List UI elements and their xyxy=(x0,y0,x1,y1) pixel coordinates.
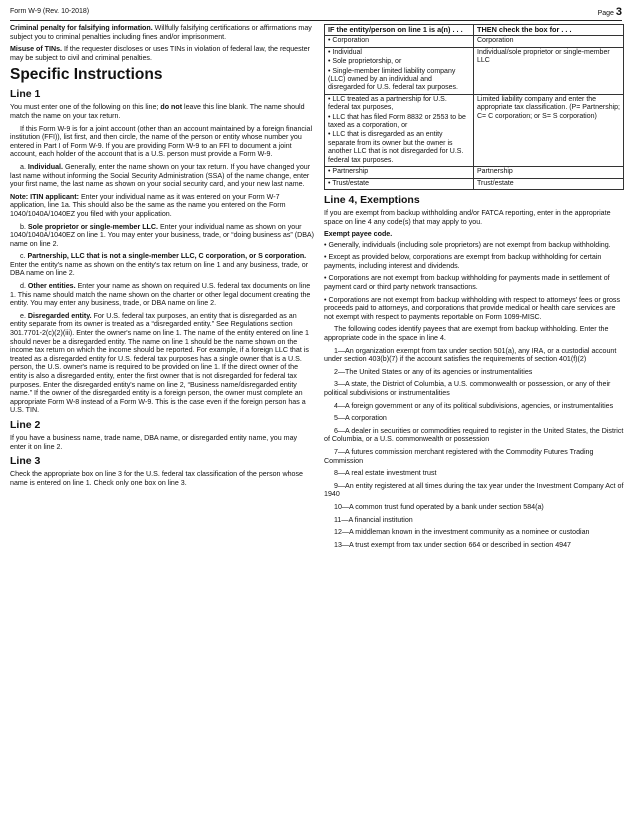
joint-account-paragraph: If this Form W-9 is for a joint account (other than an account maintained by a foreign financial institution (FFI)), list first, and then circle, the name of the person or entity whose number you entered in Part I of Form W-9. If you are providing Form W-9 to an FFI to document a joint account, each holder of the account that is a U.S. person must provide a Form W-9. xyxy=(10,124,313,159)
code-item: 7—A futures commission merchant registered with the Commodity Futures Trading Commission xyxy=(324,447,594,465)
table-row xyxy=(325,94,624,166)
code-item: 4—A foreign government or any of its political subdivisions, agencies, or instrumentalities xyxy=(334,401,614,410)
table-cell: • LLC treated as a partnership for U.S. federal tax purposes, xyxy=(328,96,470,113)
code-item: 13—A trust exempt from tax under section 664 or described in section 4947 xyxy=(334,540,571,549)
individual-paragraph: a. Individual. Generally, enter the name shown on your tax return. If you have changed your last name without informing the Social Security Administration (SSA) of the name change, enter your first name, the last name as shown on your social security card, and your new last name. xyxy=(10,162,311,189)
line4-paragraph: If you are exempt from backup withholding and/or FATCA reporting, enter in the appropriate space on line 4 any code(s) that may apply to you. xyxy=(324,208,611,226)
code-item: 8—A real estate investment trust xyxy=(334,469,437,478)
itin-note-paragraph: Note: ITIN applicant: Enter your individual name as it was entered on your Form W-7 application, line 1a. This should also be the same as the name you entered on the Form 1040/1040A/1040EZ you filed with your application. xyxy=(10,192,286,218)
code-item: 9—An entity registered at all times during the tax year under the Investment Company Act of 1940 xyxy=(324,481,624,499)
code-item: 12—A middleman known in the investment community as a nominee or custodian xyxy=(334,528,590,537)
code-item: 1—An organization exempt from tax under section 501(a), any IRA, or a custodial account under section 403(b)(7) if the account satisfies the requirements of section 401(f)(2) xyxy=(324,346,617,364)
table-row xyxy=(325,36,624,47)
left-column xyxy=(10,24,315,491)
line1-paragraph: You must enter one of the following on this line; do not leave this line blank. The name should match the name on your tax return. xyxy=(10,103,305,120)
sole-proprietor-paragraph: b. Sole proprietor or single-member LLC. Enter your individual name as shown on your 1040/1040A/1040EZ on line 1. You may enter your business, trade, or “doing business as” (DBA) name on line 2. xyxy=(10,222,315,248)
other-entities-paragraph: d. Other entities. Enter your name as shown on required U.S. federal tax documents on line 1. This name should match the name shown on the charter or other legal document creating the entity. You may enter any business, trade, or DBA name on line 2. xyxy=(10,282,311,308)
table-cell: • Single-member limited liability company (LLC) owned by an individual and disregarded for U.S. federal tax purposes. xyxy=(328,68,470,93)
table-cell: Individual/sole proprietor or single-member LLC xyxy=(474,47,624,94)
code-item: 10—A common trust fund operated by a bank under section 584(a) xyxy=(334,502,544,511)
code-item: 11—A financial institution xyxy=(334,515,413,524)
table-cell: • LLC that has filed Form 8832 or 2553 to be taxed as a corporation, or xyxy=(328,114,470,131)
criminal-penalty-paragraph: Criminal penalty for falsifying information. Willfully falsifying certifications or affirmations may subject you to criminal penalties including fines and/or imprisonment. xyxy=(10,24,312,41)
page-header xyxy=(10,6,622,21)
code-item: 5—A corporation xyxy=(334,414,387,423)
bullet-item: • Corporations are not exempt from backup withholding with respect to attorneys' fees or gross proceeds paid to attorneys, and corporations that provide medical or health care services are not exempt with respect to payments reportable on Form 1099-MISC. xyxy=(324,296,624,322)
line2-paragraph: If you have a business name, trade name, DBA name, or disregarded entity name, you may enter it on line 2. xyxy=(10,433,298,451)
line3-heading: Line 3 xyxy=(10,455,41,468)
table-cell: • Corporation xyxy=(328,37,470,45)
bullet-item: • Corporations are not exempt from backup withholding for payments made in settlement of payment card or third party network transactions. xyxy=(324,274,624,291)
table-cell: • Sole proprietorship, or xyxy=(328,58,470,66)
table-cell: • Individual xyxy=(328,49,470,57)
table-header-check: THEN check the box for . . . xyxy=(474,25,624,36)
form-id: Form W-9 (Rev. 10-2018) xyxy=(10,8,90,15)
table-cell: Limited liability company and enter the appropriate tax classification. (P= Partnership; C= C corporation; or S= S corporation) xyxy=(474,94,624,166)
code-item: 2—The United States or any of its agencies or instrumentalities xyxy=(334,367,533,376)
table-cell: • LLC that is disregarded as an entity separate from its owner but the owner is another LLC that is not disregarded for U.S. federal tax purposes. xyxy=(328,131,470,165)
table-row xyxy=(325,178,624,189)
code-item: 3—A state, the District of Columbia, a U.S. commonwealth or possession, or any of their political subdivisions or instrumentalities xyxy=(324,380,611,397)
table-cell: • Partnership xyxy=(328,168,470,176)
tax-classification-table xyxy=(324,24,624,190)
codes-intro-paragraph: The following codes identify payees that are exempt from backup withholding. Enter the appropriate code in the space in line 4. xyxy=(324,325,609,343)
bullet-item: • Except as provided below, corporations are exempt from backup withholding for certain payments, including interest and dividends. xyxy=(324,253,624,270)
exempt-payee-heading: Exempt payee code. xyxy=(324,230,393,239)
disregarded-entity-paragraph: e. Disregarded entity. For U.S. federal tax purposes, an entity that is disregarded as an entity separate from its owner is treated as a “disregarded entity.” See Regulations section 301.7701-2(c)(2)(iii). Enter the owner's name on line 1. The name of the entity entered on line 1 should never be a disregarded entity. The name on line 1 should be the name shown on the income tax return on which the income should be reported. For example, if a foreign LLC that is treated as a disregarded entity for U.S. federal tax purposes has a single owner that is a U.S. person, the U.S. owner's name is required to be provided on line 1. If the direct owner of the entity is also a disregarded entity, enter the first owner that is not disregarded for federal tax purposes. Enter the disregarded entity's name on line 2, “Business name/disregarded entity name.” If the owner of the disregarded entity is a foreign person, the owner must complete an appropriate Form W-8 instead of a Form W-9. This is the case even if the foreign person has a U.S. TIN. xyxy=(10,311,309,415)
line1-heading: Line 1 xyxy=(10,88,41,101)
page-number: Page 3 xyxy=(597,6,622,18)
line4-heading: Line 4, Exemptions xyxy=(324,193,420,206)
right-column xyxy=(324,24,624,553)
bullet-item: • Generally, individuals (including sole proprietors) are not exempt from backup withholding. xyxy=(324,241,624,250)
line3-paragraph: Check the appropriate box on line 3 for the U.S. federal tax classification of the person whose name is entered on line 1. Check only one box on line 3. xyxy=(10,470,303,487)
table-header-row xyxy=(325,25,624,36)
table-cell: Trust/estate xyxy=(474,178,624,189)
table-row xyxy=(325,47,624,94)
table-cell: • Trust/estate xyxy=(328,180,470,188)
table-cell: Partnership xyxy=(474,167,624,178)
table-row xyxy=(325,167,624,178)
table-header-entity: IF the entity/person on line 1 is a(n) . . . xyxy=(325,25,474,36)
specific-instructions-heading: Specific Instructions xyxy=(10,66,163,84)
table-cell: Corporation xyxy=(474,36,624,47)
code-item: 6—A dealer in securities or commodities required to register in the United States, the District of Columbia, or a U.S. commonwealth or possession xyxy=(324,426,624,444)
line2-heading: Line 2 xyxy=(10,418,41,431)
misuse-tins-paragraph: Misuse of TINs. If the requester discloses or uses TINs in violation of federal law, the requester may be subject to civil and criminal penalties. xyxy=(10,45,310,62)
partnership-paragraph: c. Partnership, LLC that is not a single-member LLC, C corporation, or S corporation. Enter the entity's name as shown on the entity's tax return on line 1 and any business, trade, or DBA name on line 2. xyxy=(10,252,309,278)
